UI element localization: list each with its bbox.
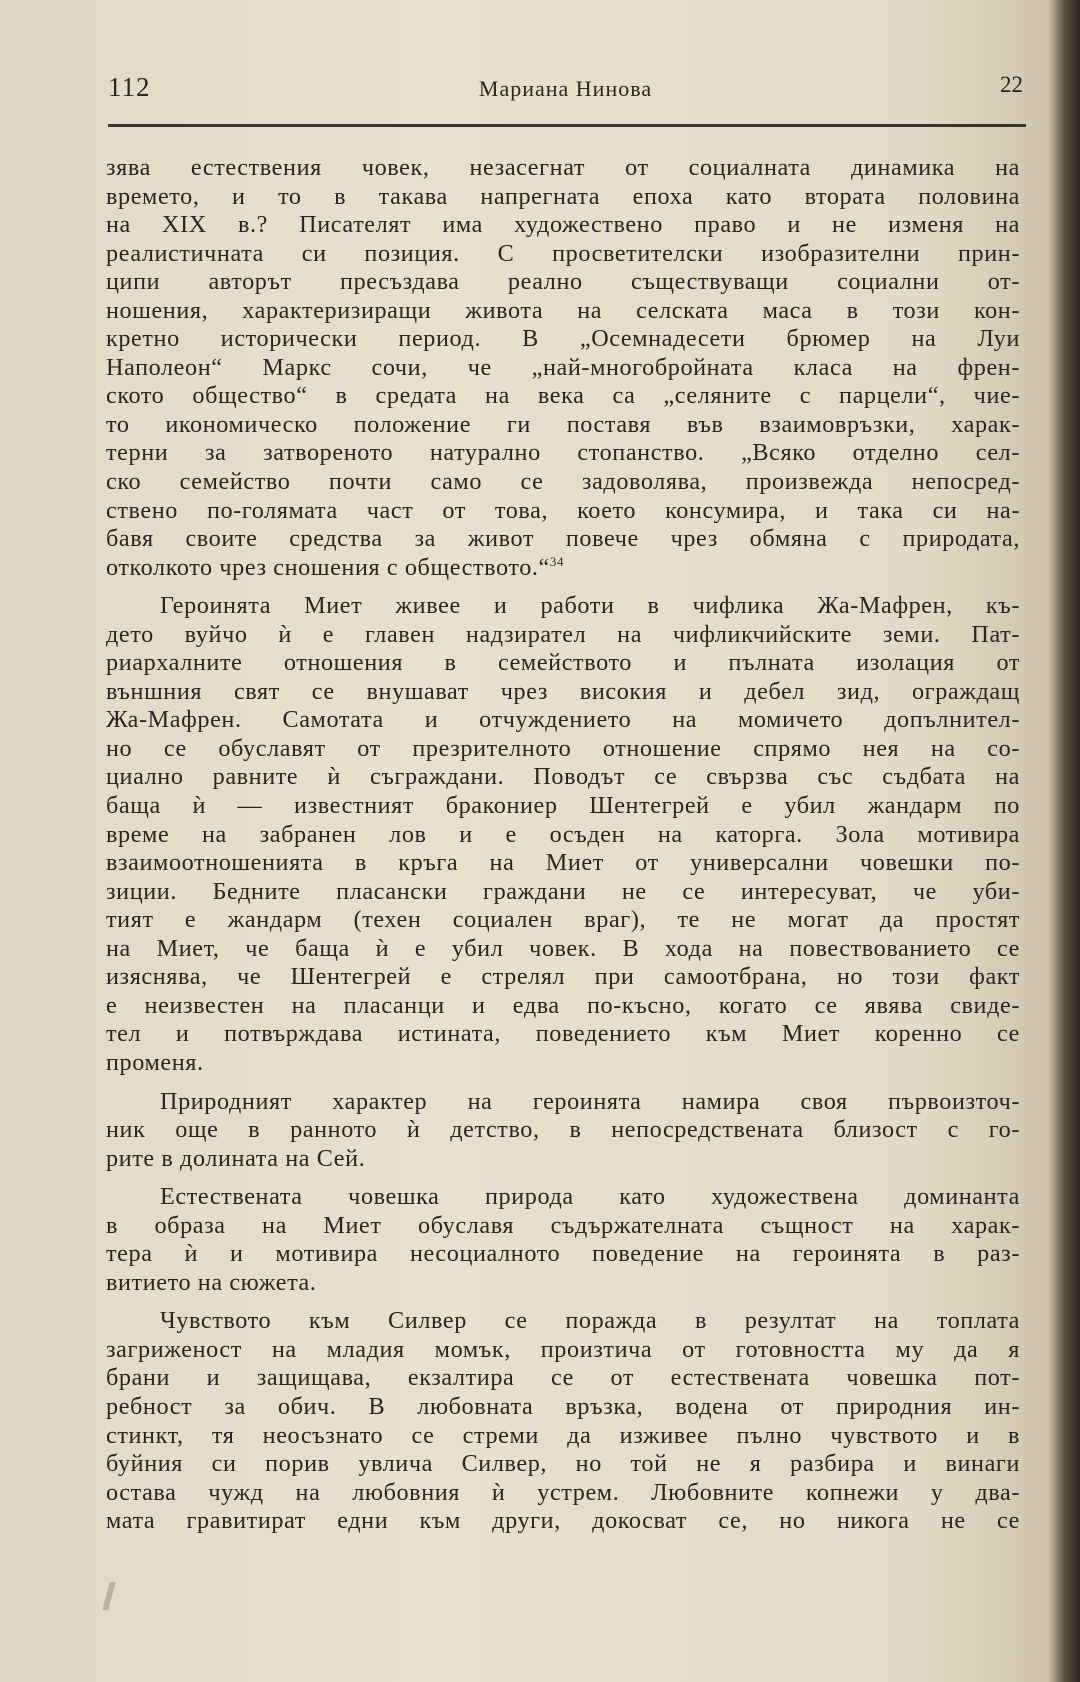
text-line-last — [106, 554, 1020, 583]
text-line: взаимоотношенията в кръга на Миет от универсални човешки по- — [106, 849, 1020, 877]
text-line: брани и защищава, екзалтира се от естествената човешка пот- — [106, 1364, 1020, 1392]
text-line: Наполеон“ Маркс сочи, че „най-многобройната класа на френ- — [106, 353, 1020, 381]
text-line: ципи авторът пресъздава реално съществуващи социални от- — [106, 268, 1020, 296]
text-line: баща ѝ — известният бракониер Шентегрей е убил жандарм по — [106, 792, 1020, 820]
text-line: буйния си порив увлича Силвер, но той не я разбира и винаги — [106, 1450, 1020, 1478]
text-line: но се обуславят от презрителното отношение спрямо нея на со- — [106, 734, 1020, 762]
text-line: ско семейство почти само се задоволява, произвежда непосред- — [106, 468, 1020, 496]
running-head-author: Мариана Нинова — [478, 76, 653, 101]
text-line: кретно исторически период. В „Осемнадесети брюмер на Луи — [106, 325, 1020, 353]
text-line: ствено по-голямата част от това, което консумира, и така си на- — [106, 496, 1020, 524]
text-line: тият е жандарм (техен социален враг), те не могат да простят — [106, 906, 1020, 934]
text-line: Чувството към Силвер се поражда в резултат на топлата — [160, 1307, 1020, 1335]
paragraph-1 — [106, 154, 1020, 582]
running-header — [108, 72, 1023, 112]
footnote-marker[interactable]: 34 — [549, 553, 565, 569]
text-line: външния свят се внушават чрез високия и дебел зид, ограждащ — [106, 677, 1020, 705]
text-line: Естествената човешка природа като художествена доминанта — [160, 1183, 1020, 1211]
text-line: загриженост на младия момък, произтича от готовността му да я — [106, 1335, 1020, 1363]
text-line: Героинята Миет живее и работи в чифлика Жа-Мафрен, къ- — [160, 592, 1020, 620]
text-line: ското общество“ в средата на века са „селяните с парцели“, чие- — [106, 382, 1020, 410]
text-line: на XIX в.? Писателят има художествено право и не изменя на — [106, 211, 1020, 239]
paragraph-5 — [106, 1307, 1020, 1535]
text-line: тера ѝ и мотивира несоциалното поведение на героинята в раз- — [106, 1240, 1020, 1268]
text-line: отколкото чрез сношения с обществото.“ — [106, 553, 550, 581]
text-line: е неизвестен на пласанци и едва по-късно, когато се явява свиде- — [106, 991, 1020, 1019]
text-line: реалистичната си позиция. С просветителски изобразителни прин- — [106, 239, 1020, 267]
body-text — [106, 154, 1020, 1546]
text-line: време на забранен лов и е осъден на каторга. Зола мотивира — [106, 820, 1020, 848]
signature-number: 22 — [1000, 72, 1023, 97]
text-line: риархалните отношения в семейството и пълната изолация от — [106, 649, 1020, 677]
text-line: Жа-Мафрен. Самотата и отчуждението на момичето допълнител- — [106, 706, 1020, 734]
text-line: зява естествения човек, незасегнат от социалната динамика на — [106, 154, 1020, 181]
book-spine-edge — [1066, 0, 1080, 1682]
text-line: терни за затвореното натурално стопанство. „Всяко отделно сел- — [106, 439, 1020, 467]
header-rule — [108, 124, 1026, 127]
text-line: на Миет, че баща ѝ е убил човек. В хода на повествованието се — [106, 934, 1020, 962]
text-line: променя. — [106, 1048, 204, 1076]
text-line: ребност за обич. В любовната връзка, водена от природния ин- — [106, 1392, 1020, 1420]
text-line: Природният характер на героинята намира своя първоизточ- — [160, 1087, 1020, 1115]
text-line: рите в долината на Сей. — [106, 1144, 366, 1172]
paragraph-3 — [106, 1088, 1020, 1174]
text-line: витието на сюжета. — [106, 1268, 317, 1296]
text-line: бавя своите средства за живот повече чрез обмяна с природата, — [106, 525, 1020, 553]
page-number: 112 — [108, 72, 151, 102]
text-line: тел и потвърждава истината, поведението към Миет коренно се — [106, 1020, 1020, 1048]
text-line: в образа на Миет обуславя съдържателната същност на харак- — [106, 1211, 1020, 1239]
text-line: стинкт, тя неосъзнато се стреми да изживее пълно чувството и в — [106, 1421, 1020, 1449]
text-line: дето вуйчо ѝ е главен надзирател на чифликчийските земи. Пат- — [106, 620, 1020, 648]
text-line: зиции. Бедните пласански граждани не се интересуват, че уби- — [106, 877, 1020, 905]
text-line: времето, и то в такава напрегната епоха като втората половина — [106, 182, 1020, 210]
paragraph-2 — [106, 592, 1020, 1077]
text-line: мата гравитират едни към други, докосват се, но никога не се — [106, 1507, 1020, 1535]
text-line: ношения, характеризиращи живота на селската маса в този кон- — [106, 296, 1020, 324]
text-line: то икономическо положение ги поставя във взаимовръзки, харак- — [106, 410, 1020, 438]
text-line: изяснява, че Шентегрей е стрелял при самоотбрана, но този факт — [106, 963, 1020, 991]
paragraph-4 — [106, 1183, 1020, 1297]
text-line: остава чужд на любовния ѝ устрем. Любовните копнежи у два- — [106, 1478, 1020, 1506]
text-line: ник още в ранното ѝ детство, в непосредствената близост с го- — [106, 1116, 1020, 1144]
text-line: циално равните ѝ съграждани. Поводът се свързва със съдбата на — [106, 763, 1020, 791]
